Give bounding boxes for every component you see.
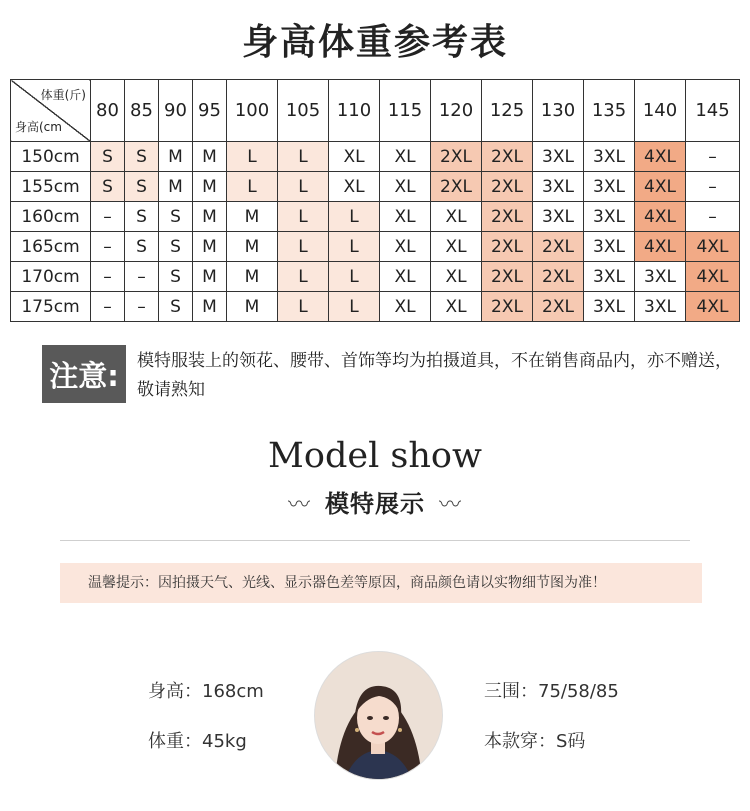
size-cell: M [227, 262, 278, 292]
height-label: 155cm [11, 172, 91, 202]
size-cell: S [125, 142, 159, 172]
size-cell: 2XL [533, 232, 584, 262]
size-cell: M [193, 262, 227, 292]
size-cell: 4XL [635, 142, 686, 172]
size-cell: 2XL [482, 142, 533, 172]
size-cell: XL [380, 202, 431, 232]
weight-header-100: 100 [227, 80, 278, 142]
weight-header-120: 120 [431, 80, 482, 142]
size-cell: XL [329, 172, 380, 202]
weight-header-80: 80 [91, 80, 125, 142]
size-cell: L [278, 232, 329, 262]
size-cell: XL [380, 142, 431, 172]
size-cell: L [227, 142, 278, 172]
size-cell: L [278, 262, 329, 292]
size-cell: XL [431, 232, 482, 262]
table-row [11, 202, 740, 232]
size-cell: XL [380, 232, 431, 262]
size-cell: – [686, 172, 740, 202]
size-cell: 3XL [533, 142, 584, 172]
size-cell: M [227, 292, 278, 322]
size-cell: S [91, 172, 125, 202]
height-unit-label: 身高(cm [15, 120, 62, 134]
size-cell: S [159, 232, 193, 262]
size-cell: M [227, 232, 278, 262]
model-portrait-illustration [315, 652, 442, 779]
size-cell: 3XL [584, 142, 635, 172]
size-cell: 3XL [584, 262, 635, 292]
size-cell: – [686, 142, 740, 172]
model-size-worn: 本款穿：S码 [484, 731, 586, 752]
table-corner [11, 80, 91, 142]
size-cell: M [159, 172, 193, 202]
size-cell: 4XL [686, 292, 740, 322]
weight-header-130: 130 [533, 80, 584, 142]
model-measurements: 三围：75/58/85 [484, 681, 619, 702]
size-cell: 2XL [482, 292, 533, 322]
size-cell: – [686, 202, 740, 232]
size-cell: L [329, 262, 380, 292]
size-cell: 4XL [686, 232, 740, 262]
color-tip-banner: 温馨提示：因拍摄天气、光线、显示器色差等原因，商品颜色请以实物细节图为准！ [60, 563, 702, 603]
size-cell: – [91, 202, 125, 232]
size-cell: 3XL [584, 202, 635, 232]
height-label: 160cm [11, 202, 91, 232]
model-show-title-en: Model show [268, 436, 482, 476]
size-cell: S [125, 232, 159, 262]
size-cell: S [125, 172, 159, 202]
weight-unit-label: 体重(斤) [40, 88, 86, 102]
size-chart-table [10, 79, 740, 322]
notice-text: 模特服装上的领花、腰带、首饰等均为拍摄道具，不在销售商品内，亦不赠送，敬请熟知 [137, 351, 732, 400]
table-row [11, 142, 740, 172]
height-label: 165cm [11, 232, 91, 262]
table-row [11, 292, 740, 322]
size-cell: XL [380, 262, 431, 292]
height-label: 150cm [11, 142, 91, 172]
weight-header-135: 135 [584, 80, 635, 142]
size-cell: M [159, 142, 193, 172]
size-cell: 2XL [482, 232, 533, 262]
size-cell: 2XL [482, 172, 533, 202]
weight-header-140: 140 [635, 80, 686, 142]
size-cell: 2XL [482, 202, 533, 232]
size-cell: 3XL [584, 292, 635, 322]
wave-decoration-left: 〰 [287, 493, 311, 518]
height-label: 170cm [11, 262, 91, 292]
size-cell: 3XL [635, 262, 686, 292]
wave-decoration-right: 〰 [439, 493, 463, 518]
table-row [11, 172, 740, 202]
size-cell: S [159, 292, 193, 322]
size-cell: 2XL [431, 172, 482, 202]
size-cell: 4XL [635, 172, 686, 202]
size-cell: L [329, 292, 380, 322]
size-cell: XL [380, 292, 431, 322]
weight-header-125: 125 [482, 80, 533, 142]
size-cell: 4XL [635, 232, 686, 262]
size-cell: S [125, 202, 159, 232]
model-photo-avatar [314, 651, 443, 780]
table-row [11, 232, 740, 262]
size-cell: 2XL [533, 262, 584, 292]
weight-header-95: 95 [193, 80, 227, 142]
size-cell: – [91, 292, 125, 322]
size-cell: XL [329, 142, 380, 172]
size-cell: L [278, 202, 329, 232]
height-label: 175cm [11, 292, 91, 322]
model-show-title-cn-text: 模特展示 [325, 490, 425, 518]
model-show-title-cn [0, 484, 750, 519]
size-cell: 4XL [686, 262, 740, 292]
notice-tag: 注意: [42, 345, 126, 403]
size-cell: 3XL [635, 292, 686, 322]
size-cell: 3XL [533, 172, 584, 202]
size-cell: M [227, 202, 278, 232]
size-cell: 2XL [431, 142, 482, 172]
page-title: 身高体重参考表 [241, 22, 508, 63]
table-row [11, 262, 740, 292]
size-cell: – [125, 262, 159, 292]
size-cell: M [193, 172, 227, 202]
size-cell: XL [431, 292, 482, 322]
weight-header-row [11, 80, 740, 142]
size-cell: – [125, 292, 159, 322]
weight-header-90: 90 [159, 80, 193, 142]
weight-header-105: 105 [278, 80, 329, 142]
size-cell: L [278, 292, 329, 322]
size-cell: S [159, 202, 193, 232]
size-cell: XL [431, 262, 482, 292]
size-cell: – [91, 232, 125, 262]
size-cell: S [159, 262, 193, 292]
size-cell: – [91, 262, 125, 292]
size-cell: L [278, 142, 329, 172]
size-cell: L [278, 172, 329, 202]
size-cell: 2XL [482, 262, 533, 292]
size-cell: L [329, 232, 380, 262]
weight-header-115: 115 [380, 80, 431, 142]
weight-header-145: 145 [686, 80, 740, 142]
size-cell: 4XL [635, 202, 686, 232]
size-cell: L [329, 202, 380, 232]
size-cell: 2XL [533, 292, 584, 322]
weight-header-85: 85 [125, 80, 159, 142]
size-cell: 3XL [584, 172, 635, 202]
size-cell: M [193, 142, 227, 172]
size-cell: 3XL [533, 202, 584, 232]
size-cell: S [91, 142, 125, 172]
size-cell: 3XL [584, 232, 635, 262]
size-cell: M [193, 292, 227, 322]
divider-line [60, 540, 690, 541]
model-height: 身高：168cm [148, 681, 264, 702]
model-weight: 体重：45kg [148, 731, 247, 752]
size-cell: M [193, 232, 227, 262]
size-cell: XL [431, 202, 482, 232]
size-cell: XL [380, 172, 431, 202]
weight-header-110: 110 [329, 80, 380, 142]
size-cell: M [193, 202, 227, 232]
size-cell: L [227, 172, 278, 202]
